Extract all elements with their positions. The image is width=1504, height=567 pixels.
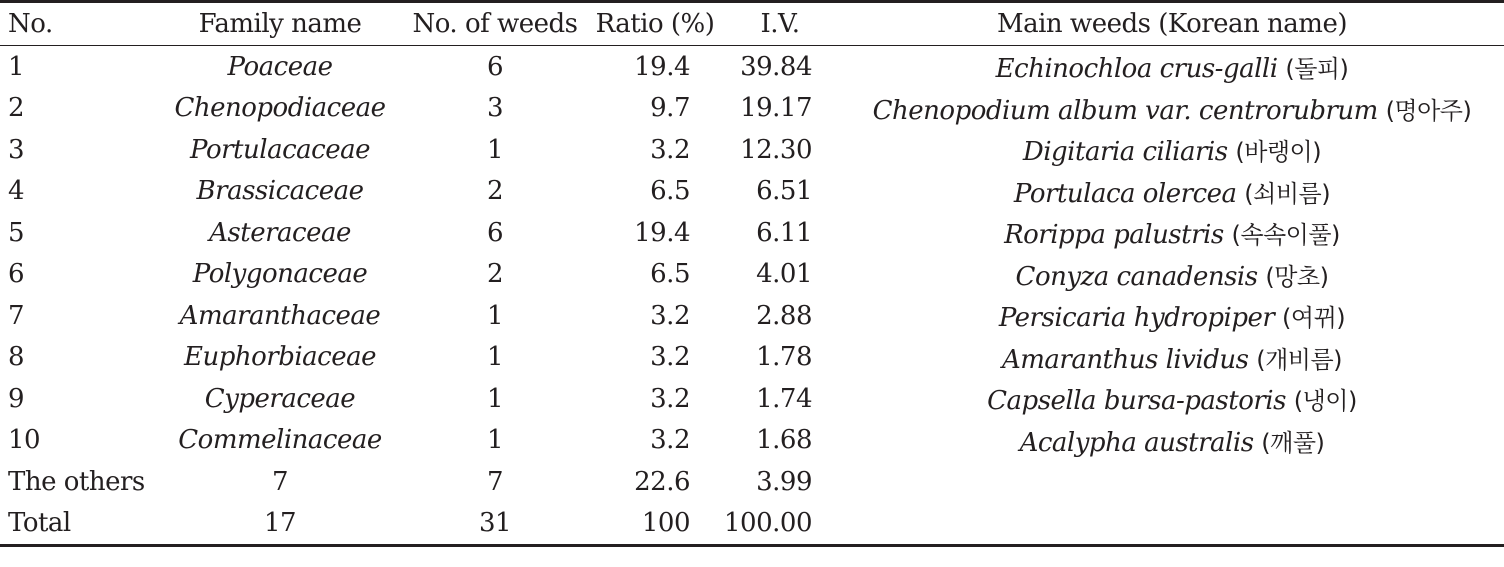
cell-iv: 6.51 [756, 176, 812, 207]
main-weed-korean-name: (쇠비름) [1244, 179, 1331, 208]
cell-iv: 4.01 [756, 259, 812, 290]
main-weed-korean-name: (망초) [1265, 262, 1329, 291]
cell-iv: 2.88 [756, 300, 812, 331]
cell-ratio: 3.2 [650, 134, 690, 165]
cell-ratio: 6.5 [650, 259, 690, 290]
cell-no-of-weeds: 3 [486, 93, 504, 124]
header-iv: I.V. [760, 9, 800, 39]
cell-family-name: Amaranthaceae [179, 300, 381, 331]
cell-no: 3 [8, 134, 25, 165]
cell-iv: 3.99 [756, 466, 812, 497]
cell-main-weed [840, 88, 1504, 130]
header-main-weeds: Main weeds (Korean name) [996, 9, 1347, 39]
cell-main-weed [840, 420, 1504, 462]
main-weed-scientific-name: Persicaria hydropiper [998, 303, 1275, 334]
header-family-name: Family name [198, 9, 362, 39]
cell-family-name: 17 [263, 508, 297, 539]
cell-ratio: 100 [641, 508, 690, 539]
cell-ratio: 19.4 [634, 51, 690, 82]
cell-iv: 12.30 [740, 134, 812, 165]
main-weed-korean-name: (여뀌) [1282, 304, 1346, 333]
cell-no: 4 [8, 176, 25, 207]
cell-ratio: 3.2 [650, 300, 690, 331]
main-weed-scientific-name: Digitaria ciliaris [1022, 137, 1228, 168]
cell-main-weed [840, 171, 1504, 213]
cell-main-weed [840, 503, 1504, 546]
main-weed-scientific-name: Echinochloa crus-galli [995, 54, 1278, 85]
cell-iv: 39.84 [740, 51, 812, 82]
cell-main-weed [840, 212, 1504, 254]
cell-no-of-weeds: 1 [486, 383, 504, 414]
cell-family-name: 7 [271, 466, 289, 497]
cell-main-weed [840, 337, 1504, 379]
cell-family-name: Portulacaceae [190, 134, 370, 165]
cell-family-name: Brassicaceae [196, 176, 364, 207]
table-row [0, 420, 1504, 462]
cell-main-weed [840, 295, 1504, 337]
cell-ratio: 3.2 [650, 383, 690, 414]
cell-iv: 100.00 [724, 508, 812, 539]
main-weed-korean-name: (개비름) [1256, 345, 1343, 374]
cell-main-weed [840, 461, 1504, 503]
main-weed-scientific-name: Portulaca olercea [1013, 178, 1237, 209]
cell-iv: 1.68 [756, 425, 812, 456]
cell-no: The others [8, 466, 145, 497]
main-weed-scientific-name: Rorippa palustris [1004, 220, 1224, 251]
cell-iv: 1.74 [756, 383, 812, 414]
main-weed-scientific-name: Acalypha australis [1019, 427, 1254, 458]
cell-no: 1 [8, 51, 25, 82]
cell-no-of-weeds: 7 [486, 466, 504, 497]
cell-ratio: 6.5 [650, 176, 690, 207]
table-row [0, 46, 1504, 88]
cell-iv: 19.17 [740, 93, 812, 124]
cell-iv: 1.78 [756, 342, 812, 373]
cell-family-name: Asteraceae [209, 217, 351, 248]
cell-ratio: 19.4 [634, 217, 690, 248]
cell-family-name: Chenopodiaceae [174, 93, 386, 124]
cell-main-weed [840, 254, 1504, 296]
main-weed-korean-name: (돌피) [1285, 55, 1349, 84]
cell-main-weed [840, 378, 1504, 420]
main-weed-scientific-name: Chenopodium album var. centrorubrum [872, 95, 1378, 126]
main-weed-scientific-name: Amaranthus lividus [1001, 344, 1249, 375]
cell-no: 5 [8, 217, 25, 248]
cell-no: 6 [8, 259, 25, 290]
table-row [0, 378, 1504, 420]
header-no: No. [8, 9, 53, 39]
main-weed-korean-name: (속속이풀) [1231, 221, 1340, 250]
cell-family-name: Poaceae [227, 51, 333, 82]
main-weed-scientific-name: Capsella bursa-pastoris [987, 386, 1286, 417]
cell-ratio: 22.6 [634, 466, 690, 497]
table-row [0, 171, 1504, 213]
table-row [0, 88, 1504, 130]
cell-family-name: Cyperaceae [204, 383, 356, 414]
cell-no-of-weeds: 1 [486, 342, 504, 373]
table-row [0, 461, 1504, 503]
cell-iv: 6.11 [756, 217, 812, 248]
cell-family-name: Euphorbiaceae [184, 342, 376, 373]
cell-no: Total [8, 508, 71, 539]
cell-no-of-weeds: 1 [486, 300, 504, 331]
cell-no-of-weeds: 2 [486, 176, 504, 207]
cell-ratio: 9.7 [650, 93, 690, 124]
cell-ratio: 3.2 [650, 425, 690, 456]
main-weed-korean-name: (깨풀) [1261, 428, 1325, 457]
cell-no: 9 [8, 383, 25, 414]
cell-no: 8 [8, 342, 25, 373]
main-weed-korean-name: (명아주) [1385, 96, 1472, 125]
table-header [0, 2, 1504, 46]
cell-ratio: 3.2 [650, 342, 690, 373]
header-no-of-weeds: No. of weeds [412, 9, 578, 39]
table-row [0, 503, 1504, 546]
cell-no-of-weeds: 31 [478, 508, 512, 539]
cell-no-of-weeds: 6 [486, 51, 504, 82]
cell-main-weed [840, 46, 1504, 88]
main-weed-korean-name: (냉이) [1293, 387, 1357, 416]
table-row [0, 129, 1504, 171]
cell-no-of-weeds: 2 [486, 259, 504, 290]
cell-main-weed [840, 129, 1504, 171]
table-row [0, 295, 1504, 337]
cell-family-name: Commelinaceae [178, 425, 382, 456]
cell-no-of-weeds: 1 [486, 425, 504, 456]
table-row [0, 337, 1504, 379]
table-body [0, 46, 1504, 546]
cell-family-name: Polygonaceae [192, 259, 368, 290]
header-row [0, 2, 1504, 46]
cell-no-of-weeds: 6 [486, 217, 504, 248]
cell-no: 10 [8, 425, 41, 456]
table-row [0, 254, 1504, 296]
cell-no: 7 [8, 300, 25, 331]
main-weed-korean-name: (바랭이) [1235, 138, 1322, 167]
header-ratio: Ratio (%) [595, 9, 715, 39]
table-row [0, 212, 1504, 254]
cell-no: 2 [8, 93, 25, 124]
cell-no-of-weeds: 1 [486, 134, 504, 165]
main-weed-scientific-name: Conyza canadensis [1015, 261, 1258, 292]
